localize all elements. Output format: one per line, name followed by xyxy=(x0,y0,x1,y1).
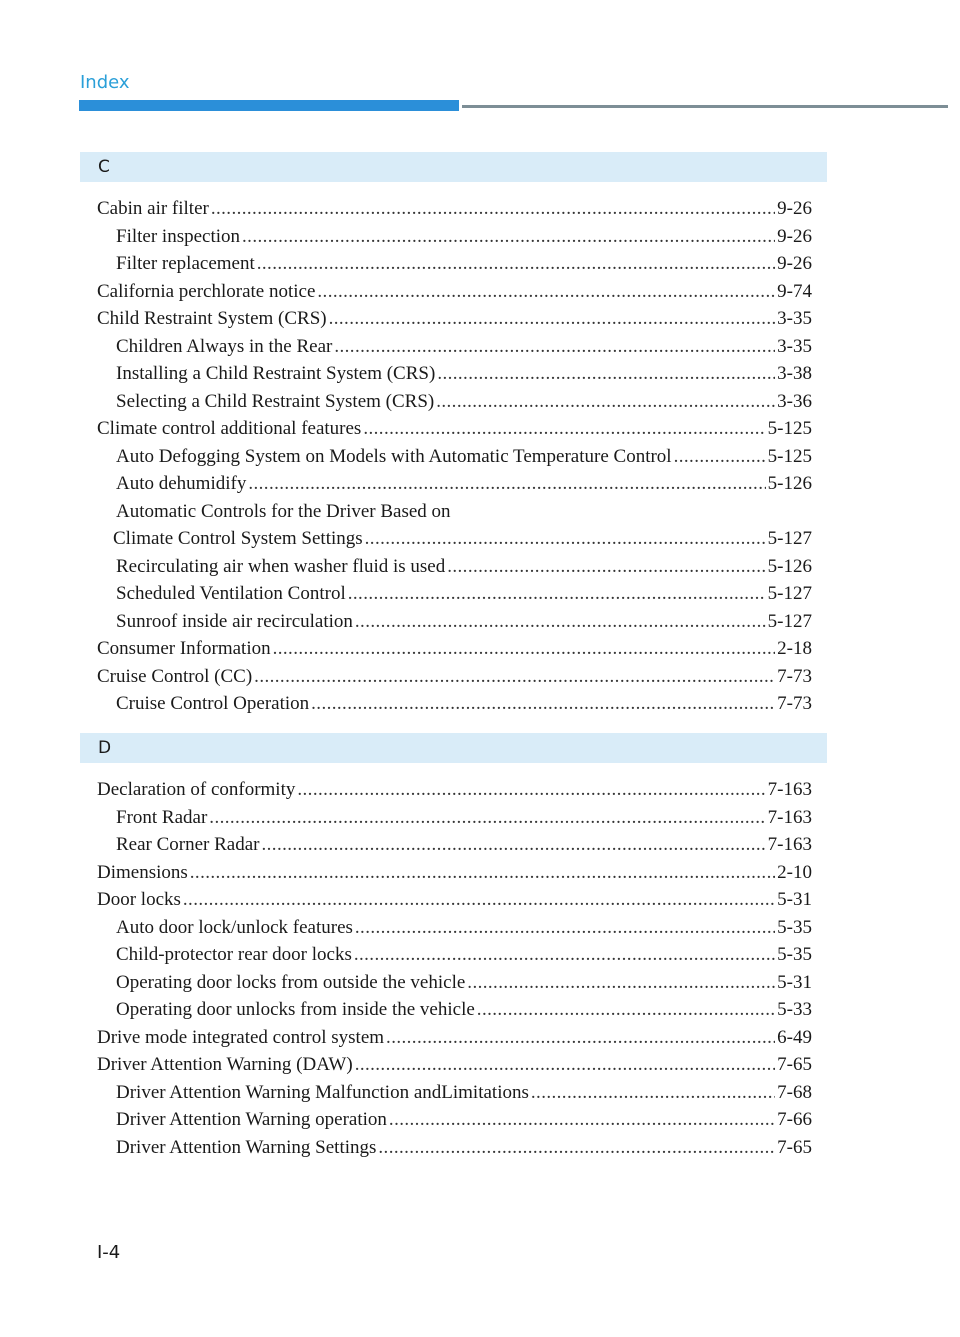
dot-leader xyxy=(389,1106,775,1134)
index-entry-label: Auto door lock/unlock features xyxy=(116,916,353,938)
dot-leader xyxy=(334,333,775,361)
index-entry-page: 7-73 xyxy=(777,665,812,687)
index-entry-page: 3-36 xyxy=(777,390,812,412)
index-entry-label: Declaration of conformity xyxy=(97,779,296,800)
index-entry-page: 7-65 xyxy=(777,1054,812,1075)
dot-leader xyxy=(262,831,766,859)
page-header-title: Index xyxy=(80,72,130,93)
header-gray-rule xyxy=(462,105,948,108)
index-entry-label: Drive mode integrated control system xyxy=(97,1026,385,1048)
dot-leader xyxy=(378,1134,775,1162)
index-entry-page: 5-33 xyxy=(777,999,812,1020)
index-subentry[interactable] xyxy=(97,969,812,997)
index-subentry[interactable] xyxy=(97,804,812,832)
index-entry-label: Sunroof inside air recirculation xyxy=(116,610,353,632)
index-entry[interactable] xyxy=(97,886,812,914)
index-entry-page: 5-35 xyxy=(777,944,812,965)
index-entry-label: Child Restraint System (CRS) xyxy=(97,308,327,329)
index-entry-label: Door locks xyxy=(97,889,181,910)
index-entry-label: Driver Attention Warning Settings xyxy=(116,1136,377,1158)
index-entry-page: 5-31 xyxy=(777,971,812,993)
index-entry-label: Climate control additional features xyxy=(97,418,362,439)
index-entry[interactable] xyxy=(97,195,812,223)
index-subentry[interactable] xyxy=(97,333,812,361)
dot-leader xyxy=(354,941,775,969)
dot-leader xyxy=(348,580,766,608)
index-entry-label: Driver Attention Warning (DAW) xyxy=(97,1054,353,1075)
dot-leader xyxy=(531,1079,775,1107)
index-entry-label: Operating door unlocks from inside the vehicle xyxy=(116,999,475,1020)
index-entry-page: 5-126 xyxy=(767,473,812,494)
header-accent-rule xyxy=(79,100,459,111)
index-subentry[interactable] xyxy=(97,360,812,388)
index-entry-label: Front Radar xyxy=(116,806,208,828)
index-subentry[interactable] xyxy=(97,388,812,416)
index-subentry[interactable] xyxy=(97,525,812,553)
index-entry-label: Auto Defogging System on Models with Automatic Temperature Control xyxy=(116,445,672,467)
section-letter: D xyxy=(98,738,112,758)
index-entry-label: Filter inspection xyxy=(116,225,241,247)
dot-leader xyxy=(311,690,775,718)
index-entry-page: 2-18 xyxy=(777,638,812,659)
index-entry-label: California perchlorate notice xyxy=(97,280,316,302)
index-entry-label: Cruise Control Operation xyxy=(116,693,310,714)
index-subentry[interactable] xyxy=(97,941,812,969)
index-entry-page: 5-125 xyxy=(767,418,812,439)
index-entry-page: 7-163 xyxy=(767,834,812,855)
dot-leader xyxy=(674,443,766,471)
dot-leader xyxy=(447,553,765,581)
index-entry-page: 7-73 xyxy=(777,693,812,714)
index-subentry[interactable] xyxy=(97,914,812,942)
dot-leader xyxy=(467,969,775,997)
index-entry-label-line1: Automatic Controls for the Driver Based on xyxy=(116,500,451,522)
index-entry-page: 5-125 xyxy=(767,445,812,467)
index-subentry[interactable] xyxy=(97,443,812,471)
dot-leader xyxy=(257,250,775,278)
dot-leader xyxy=(386,1024,775,1052)
index-entry[interactable] xyxy=(97,415,812,443)
index-entry-label: Filter replacement xyxy=(116,253,255,274)
index-entry-page: 5-127 xyxy=(767,583,812,604)
dot-leader xyxy=(183,886,775,914)
index-entry-label: Selecting a Child Restraint System (CRS) xyxy=(116,390,435,412)
index-entry-label: Children Always in the Rear xyxy=(116,335,333,357)
index-entry-page: 6-49 xyxy=(777,1026,812,1048)
index-entry[interactable] xyxy=(97,1024,812,1052)
dot-leader xyxy=(242,223,775,251)
index-entry-label: Dimensions xyxy=(97,861,188,883)
dot-leader xyxy=(355,1051,775,1079)
index-entry-page: 7-68 xyxy=(777,1081,812,1103)
index-entry-page: 9-26 xyxy=(777,225,812,247)
index-entry[interactable] xyxy=(97,305,812,333)
index-entry-label: Climate Control System Settings xyxy=(113,528,363,549)
dot-leader xyxy=(437,360,775,388)
index-entry-page: 9-74 xyxy=(777,280,812,302)
index-entry-label: Operating door locks from outside the vehicle xyxy=(116,971,466,993)
dot-leader xyxy=(273,635,776,663)
dot-leader xyxy=(329,305,776,333)
dot-leader xyxy=(355,914,775,942)
index-subentry[interactable] xyxy=(97,223,812,251)
dot-leader xyxy=(436,388,775,416)
index-entry-label: Scheduled Ventilation Control xyxy=(116,583,346,604)
section-letter: C xyxy=(98,157,110,177)
dot-leader xyxy=(297,776,765,804)
index-entry-page: 7-65 xyxy=(777,1136,812,1158)
index-entry-label: Auto dehumidify xyxy=(116,473,247,494)
index-entry-page: 5-35 xyxy=(777,916,812,938)
index-entry[interactable] xyxy=(97,859,812,887)
index-subentry[interactable] xyxy=(97,580,812,608)
dot-leader xyxy=(209,804,765,832)
index-subentry[interactable] xyxy=(97,1134,812,1162)
index-entry-page: 9-26 xyxy=(777,253,812,274)
index-subentry[interactable] xyxy=(97,470,812,498)
index-entry-label: Driver Attention Warning Malfunction andLimitations xyxy=(116,1081,529,1103)
index-entry-page: 3-35 xyxy=(777,335,812,357)
index-entry[interactable] xyxy=(97,1051,812,1079)
dot-leader xyxy=(211,195,775,223)
section-header-c xyxy=(80,152,827,182)
index-subentry[interactable] xyxy=(97,608,812,636)
index-entry-page: 5-31 xyxy=(777,889,812,910)
page-number: I-4 xyxy=(97,1242,121,1263)
dot-leader xyxy=(190,859,775,887)
index-entry-page: 3-35 xyxy=(777,308,812,329)
index-entry-label: Child-protector rear door locks xyxy=(116,944,352,965)
index-entry-page: 7-163 xyxy=(767,779,812,800)
index-subentry[interactable] xyxy=(97,250,812,278)
index-list-c xyxy=(97,195,812,718)
index-entry-label: Driver Attention Warning operation xyxy=(116,1109,387,1130)
index-entry-page: 7-66 xyxy=(777,1109,812,1130)
index-entry-page: 5-127 xyxy=(767,610,812,632)
index-entry-page: 5-127 xyxy=(767,528,812,549)
index-subentry[interactable] xyxy=(97,996,812,1024)
dot-leader xyxy=(254,663,775,691)
index-entry-page: 5-126 xyxy=(767,555,812,577)
dot-leader xyxy=(248,470,765,498)
index-entry-page: 7-163 xyxy=(767,806,812,828)
dot-leader xyxy=(365,525,766,553)
index-entry-page: 9-26 xyxy=(777,198,812,219)
index-entry[interactable] xyxy=(97,776,812,804)
index-entry-page: 3-38 xyxy=(777,363,812,384)
dot-leader xyxy=(317,278,775,306)
index-entry-label: Cabin air filter xyxy=(97,198,209,219)
index-entry-label: Consumer Information xyxy=(97,638,271,659)
index-list-d xyxy=(97,776,812,1161)
index-entry[interactable] xyxy=(97,663,812,691)
dot-leader xyxy=(477,996,775,1024)
index-entry[interactable] xyxy=(97,635,812,663)
index-entry-label: Recirculating air when washer fluid is used xyxy=(116,555,446,577)
dot-leader xyxy=(363,415,765,443)
index-entry[interactable] xyxy=(97,278,812,306)
index-entry-label: Cruise Control (CC) xyxy=(97,665,253,687)
index-entry-label: Installing a Child Restraint System (CRS) xyxy=(116,363,436,384)
index-subentry[interactable] xyxy=(97,1106,812,1134)
index-entry-label: Rear Corner Radar xyxy=(116,834,260,855)
index-subentry[interactable] xyxy=(97,1079,812,1107)
index-subentry[interactable] xyxy=(97,831,812,859)
index-subentry[interactable] xyxy=(97,690,812,718)
index-subentry[interactable] xyxy=(97,553,812,581)
section-header-d xyxy=(80,733,827,763)
dot-leader xyxy=(355,608,766,636)
index-entry-page: 2-10 xyxy=(777,861,812,883)
